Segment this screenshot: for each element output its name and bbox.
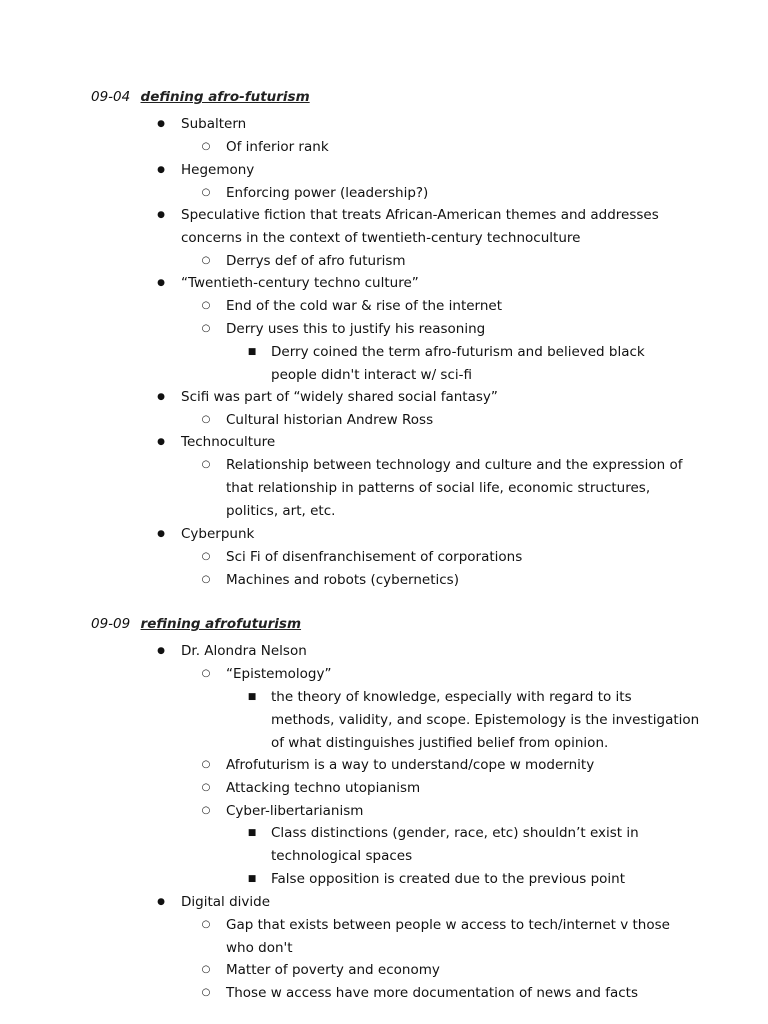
bullet-level1-icon: ● [157,278,165,288]
list-item: Subaltern [181,116,247,132]
list-item: Relationship between technology and culture and the expression of [226,457,683,473]
bullet-level1-icon: ● [157,165,165,175]
list-item: End of the cold war & rise of the internet [226,298,503,314]
list-item: Derry coined the term afro-futurism and believed black [271,344,645,360]
bullet-level2-icon: ○ [201,141,211,152]
list-item: Cyber-libertarianism [226,803,364,819]
list-item: Matter of poverty and economy [226,962,440,978]
list-item: False opposition is created due to the previous point [271,871,626,887]
bullet-level2-icon: ○ [201,255,211,266]
bullet-level2-icon: ○ [201,782,211,793]
list-item: Derrys def of afro futurism [226,253,406,269]
bullet-level2-icon: ○ [201,323,211,334]
bullet-level1-icon: ● [157,897,165,907]
list-item: Afrofuturism is a way to understand/cope w modernity [226,757,595,773]
bullet-level3-icon: ■ [247,828,257,838]
list-item: “Twentieth-century techno culture” [181,275,419,291]
list-item: Machines and robots (cybernetics) [226,572,459,588]
list-item: Technoculture [181,434,276,450]
section-header-2 [91,614,301,634]
list-item-continuation: concerns in the context of twentieth-century technoculture [181,230,581,246]
list-item: “Epistemology” [226,666,332,682]
list-item: Attacking techno utopianism [226,780,421,796]
bullet-level2-icon: ○ [201,414,211,425]
list-item: Speculative fiction that treats African-American themes and addresses [181,207,659,223]
section-topic: refining afrofuturism [140,616,302,632]
bullet-level2-icon: ○ [201,805,211,816]
bullet-level2-icon: ○ [201,574,211,585]
list-item-continuation: technological spaces [271,848,413,864]
list-item-continuation: people didn't interact w/ sci-fi [271,367,472,383]
list-item: the theory of knowledge, especially with regard to its [271,689,632,705]
list-item-continuation: methods, validity, and scope. Epistemology is the investigation [271,712,700,728]
list-item: Hegemony [181,162,255,178]
list-item: Class distinctions (gender, race, etc) shouldn’t exist in [271,825,639,841]
list-item: Dr. Alondra Nelson [181,643,307,659]
section-header-1 [91,87,310,107]
list-item-continuation: that relationship in patterns of social life, economic structures, [226,480,651,496]
section-date: 09-09 [91,616,131,632]
bullet-level1-icon: ● [157,392,165,402]
list-item-continuation: politics, art, etc. [226,503,336,519]
list-item: Derry uses this to justify his reasoning [226,321,486,337]
bullet-level1-icon: ● [157,437,165,447]
section-topic: defining afro-futurism [140,89,310,105]
bullet-level3-icon: ■ [247,874,257,884]
bullet-level2-icon: ○ [201,759,211,770]
section-date: 09-04 [91,89,131,105]
list-item-continuation: who don't [226,940,293,956]
bullet-level2-icon: ○ [201,987,211,998]
bullet-level2-icon: ○ [201,964,211,975]
list-item: Sci Fi of disenfranchisement of corporations [226,549,523,565]
bullet-level2-icon: ○ [201,300,211,311]
bullet-level1-icon: ● [157,529,165,539]
list-item: Cultural historian Andrew Ross [226,412,434,428]
bullet-level2-icon: ○ [201,919,211,930]
bullet-level1-icon: ● [157,646,165,656]
bullet-level3-icon: ■ [247,692,257,702]
list-item: Digital divide [181,894,271,910]
bullet-level1-icon: ● [157,119,165,129]
list-item: Gap that exists between people w access to tech/internet v those [226,917,670,933]
list-item: Cyberpunk [181,526,255,542]
list-item: Enforcing power (leadership?) [226,185,429,201]
list-item: Those w access have more documentation of news and facts [226,985,639,1001]
list-item: Scifi was part of “widely shared social fantasy” [181,389,498,405]
list-item: Of inferior rank [226,139,329,155]
bullet-level2-icon: ○ [201,187,211,198]
bullet-level2-icon: ○ [201,459,211,470]
bullet-level2-icon: ○ [201,668,211,679]
bullet-level3-icon: ■ [247,347,257,357]
bullet-level2-icon: ○ [201,551,211,562]
bullet-level1-icon: ● [157,210,165,220]
list-item-continuation: of what distinguishes justified belief from opinion. [271,735,609,751]
